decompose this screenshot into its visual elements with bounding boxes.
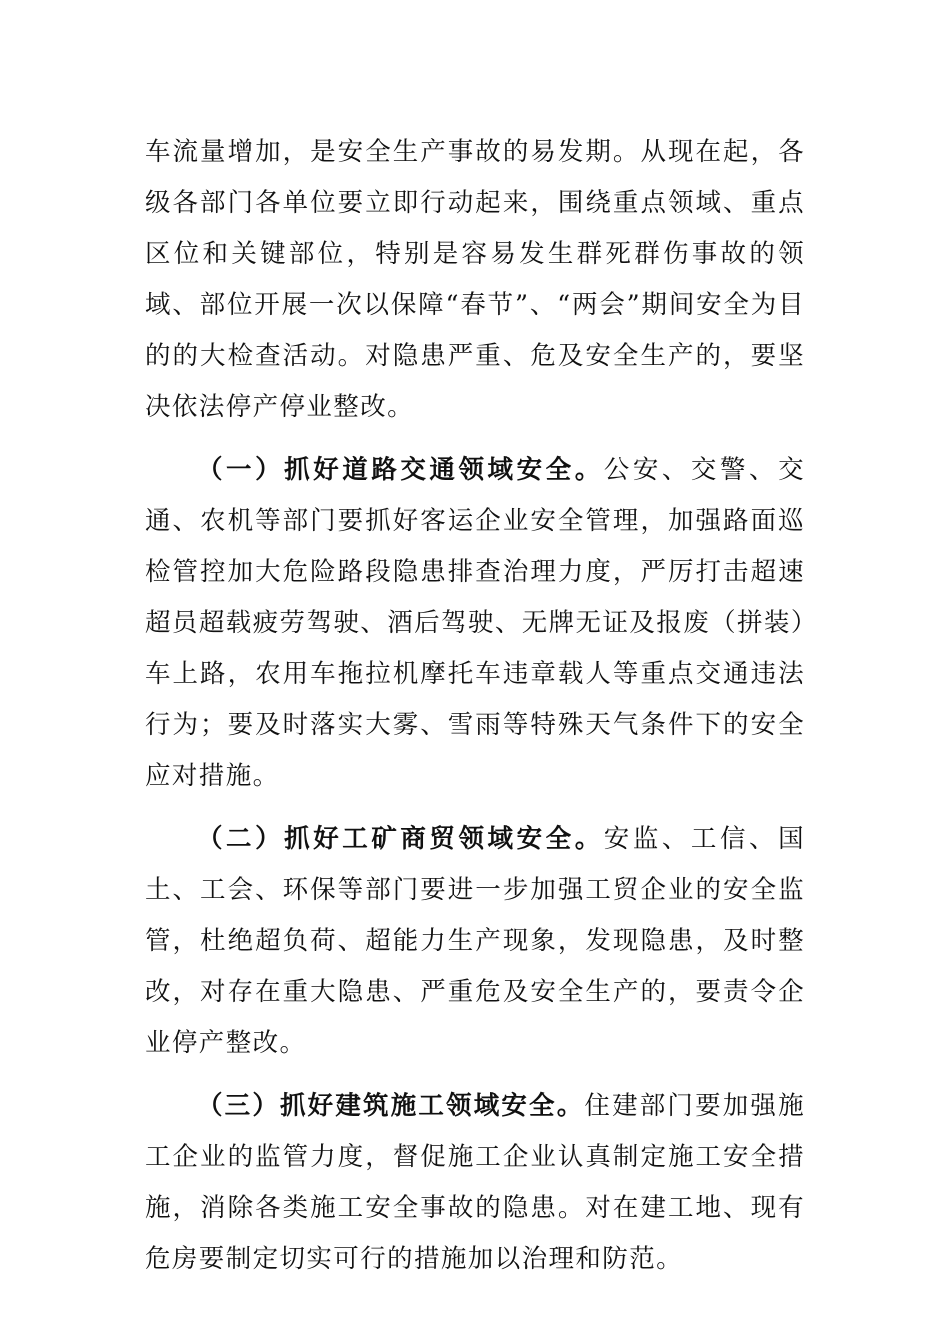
paragraph-text: 住建部门要加强施工企业的监管力度，督促施工企业认真制定施工安全措施，消除各类施工安全事故的隐患。对在建工地、现有危房要制定切实可行的措施加以治理和防范。 xyxy=(145,1091,806,1274)
paragraph-industry-trade-safety xyxy=(145,814,805,1069)
section-heading-construction: （三）抓好建筑施工领域安全。 xyxy=(197,1091,585,1121)
section-heading-industry-trade: （二）抓好工矿商贸领域安全。 xyxy=(197,824,604,854)
paragraph-text: 安监、工信、国土、工会、环保等部门要进一步加强工贸企业的安全监管，杜绝超负荷、超能力生产现象，发现隐患，及时整改，对存在重大隐患、严重危及安全生产的，要责令企业停产整改。 xyxy=(145,824,805,1058)
paragraph-text: 公安、交警、交通、农机等部门要抓好客运企业安全管理，加强路面巡检管控加大危险路段隐患排查治理力度，严厉打击超速超员超载疲劳驾驶、酒后驾驶、无牌无证及报废（拼装）车上路，农用车拖拉机摩托车违章载人等重点交通违法行为；要及时落实大雾、雪雨等特殊天气条件下的安全应对措施。 xyxy=(145,455,805,791)
paragraph-continuation xyxy=(145,127,805,433)
section-heading-road-traffic: （一）抓好道路交通领域安全。 xyxy=(197,455,604,485)
document-body xyxy=(145,127,805,1285)
paragraph-road-traffic-safety xyxy=(145,445,805,802)
paragraph-construction-safety xyxy=(145,1081,805,1285)
paragraph-text: 车流量增加，是安全生产事故的易发期。从现在起，各级各部门各单位要立即行动起来，围绕重点领域、重点区位和关键部位，特别是容易发生群死群伤事故的领域、部位开展一次以保障“春节”、“两会”期间安全为目的的大检查活动。对隐患严重、危及安全生产的，要坚决依法停产停业整改。 xyxy=(145,137,805,422)
